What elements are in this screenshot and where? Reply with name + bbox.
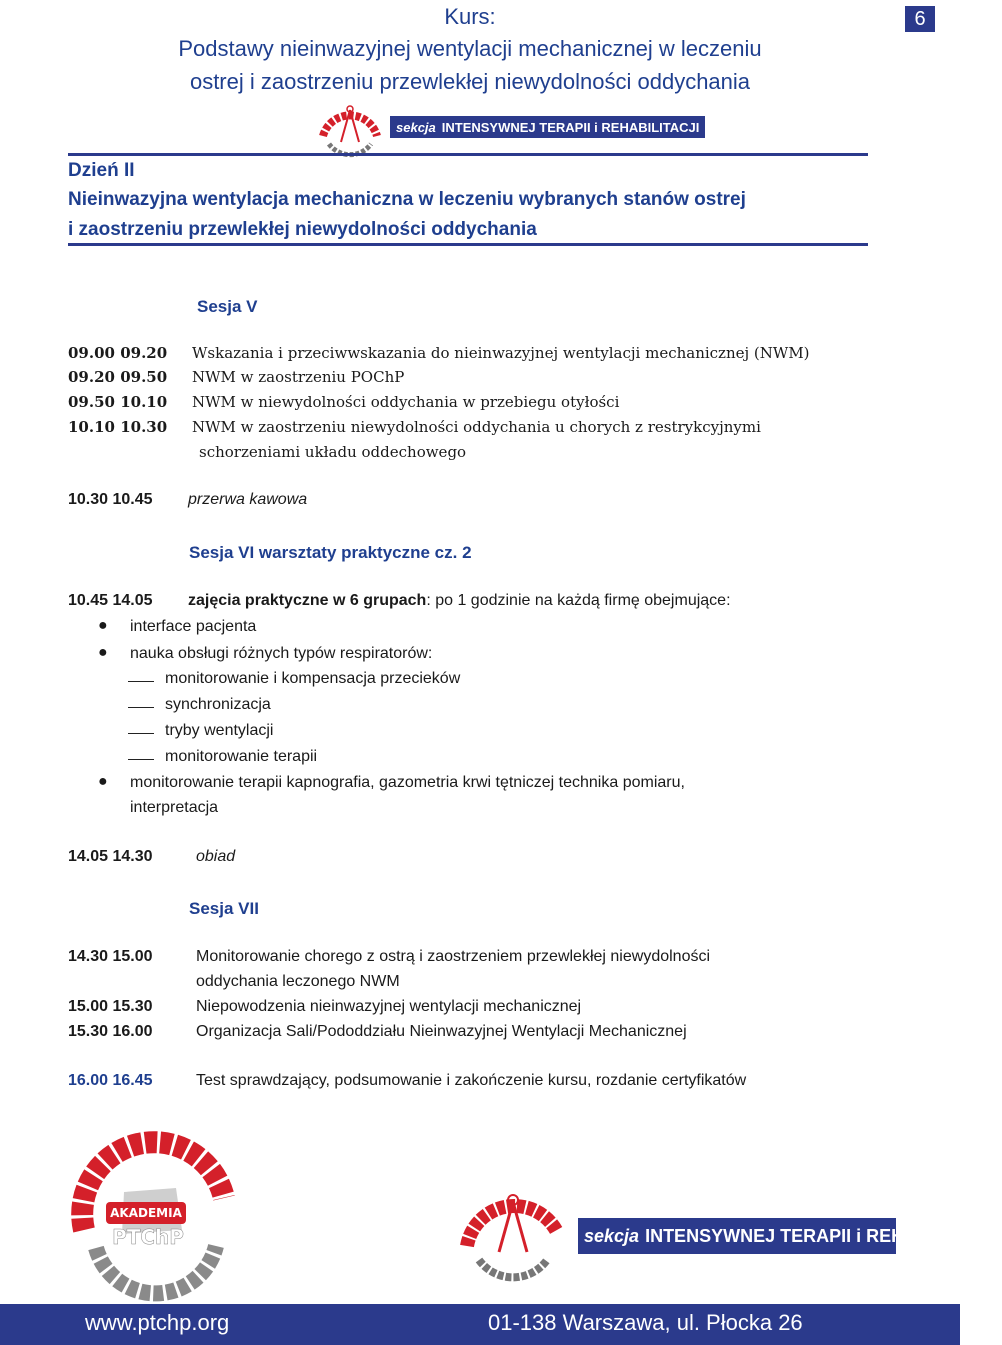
footer-address: 01-138 Warszawa, ul. Płocka 26 [488,1310,803,1335]
final-row: 16.00 16.45 Test sprawdzający, podsumowanie i zakończenie kursu, rozdanie certyfikatów [68,1072,747,1089]
schedule-row-continuation: schorzeniami układu oddechowego [199,443,467,461]
dash-icon [128,759,154,760]
bullet-item-continuation: interpretacja [130,799,219,816]
svg-text:PTChP: PTChP [112,1225,184,1249]
ptchp-logo [455,1168,567,1283]
schedule-row: 10.45 14.05 zajęcia praktyczne w 6 grupach: po 1 godzinie na każdą firmę obejmujące: [68,592,731,609]
footer-website[interactable]: www.ptchp.org [85,1310,230,1335]
schedule-row: 15.30 16.00 Organizacja Sali/Pododdziału Nieinwazyjnej Wentylacji Mechanicznej [68,1023,687,1040]
page-number: 6 [905,6,935,32]
bullet-icon: ● [98,644,108,661]
svg-text:AKADEMIA: AKADEMIA [110,1206,182,1220]
day-title: Dzień II [68,160,135,181]
schedule-row: 10.10 10.30 NWM w zaostrzeniu niewydolności oddychania u chorych z restrykcyjnymi [68,418,761,436]
schedule-row: 14.30 15.00 Monitorowanie chorego z ostrą i zaostrzeniem przewlekłej niewydolności [68,948,711,965]
bullet-icon: ● [98,773,108,790]
dash-icon [128,733,154,734]
sekcja-logo-small: sekcja INTENSYWNEJ TERAPII i REHABILITACJI [390,116,705,138]
bullet-item: monitorowanie terapii kapnografia, gazometria krwi tętniczej technika pomiaru, [130,774,685,791]
dash-icon [128,681,154,682]
course-title-line2: ostrej i zaostrzeniu przewlekłej niewydolności oddychania [189,69,751,94]
header-rule-bottom [68,243,868,246]
dash-icon [128,707,154,708]
schedule-row: 09.00 09.20 Wskazania i przeciwwskazania do nieinwazyjnej wentylacji mechanicznej (NWM) [68,344,810,362]
bullet-icon: ● [98,617,108,634]
schedule-row: 09.50 10.10 NWM w niewydolności oddychania w przebiegu otyłości [68,393,620,411]
break-row: 10.30 10.45 przerwa kawowa [68,491,308,508]
sub-item: monitorowanie terapii [165,748,318,765]
sub-item: tryby wentylacji [165,722,274,739]
course-label: Kurs: [444,4,496,29]
lunch-row: 14.05 14.30 obiad [68,848,236,865]
sub-item: monitorowanie i kompensacja przecieków [165,670,461,687]
header-rule-top [68,153,868,156]
schedule-row-continuation: oddychania leczonego NWM [196,973,400,990]
akademia-ptchp-logo [66,1118,236,1288]
ptchp-logo-small [315,96,385,156]
session-7-title: Sesja VII [189,899,259,918]
sub-item: synchronizacja [165,696,271,713]
session-6-title: Sesja VI warsztaty praktyczne cz. 2 [189,543,472,562]
bullet-item: nauka obsługi różnych typów respiratorów: [130,645,433,662]
bullet-item: interface pacjenta [130,618,257,635]
course-title-line1: Podstawy nieinwazyjnej wentylacji mechanicznej w leczeniu [178,36,762,61]
session-5-title: Sesja V [197,297,258,316]
day-subtitle-line2: i zaostrzeniu przewlekłej niewydolności oddychania [68,219,537,240]
schedule-row: 15.00 15.30 Niepowodzenia nieinwazyjnej wentylacji mechanicznej [68,998,582,1015]
day-subtitle-line1: Nieinwazyjna wentylacja mechaniczna w leczeniu wybranych stanów ostrej [68,189,746,210]
sekcja-logo: sekcja INTENSYWNEJ TERAPII i REHABILITACJI [578,1218,896,1254]
schedule-row: 09.20 09.50 NWM w zaostrzeniu POChP [68,368,405,386]
